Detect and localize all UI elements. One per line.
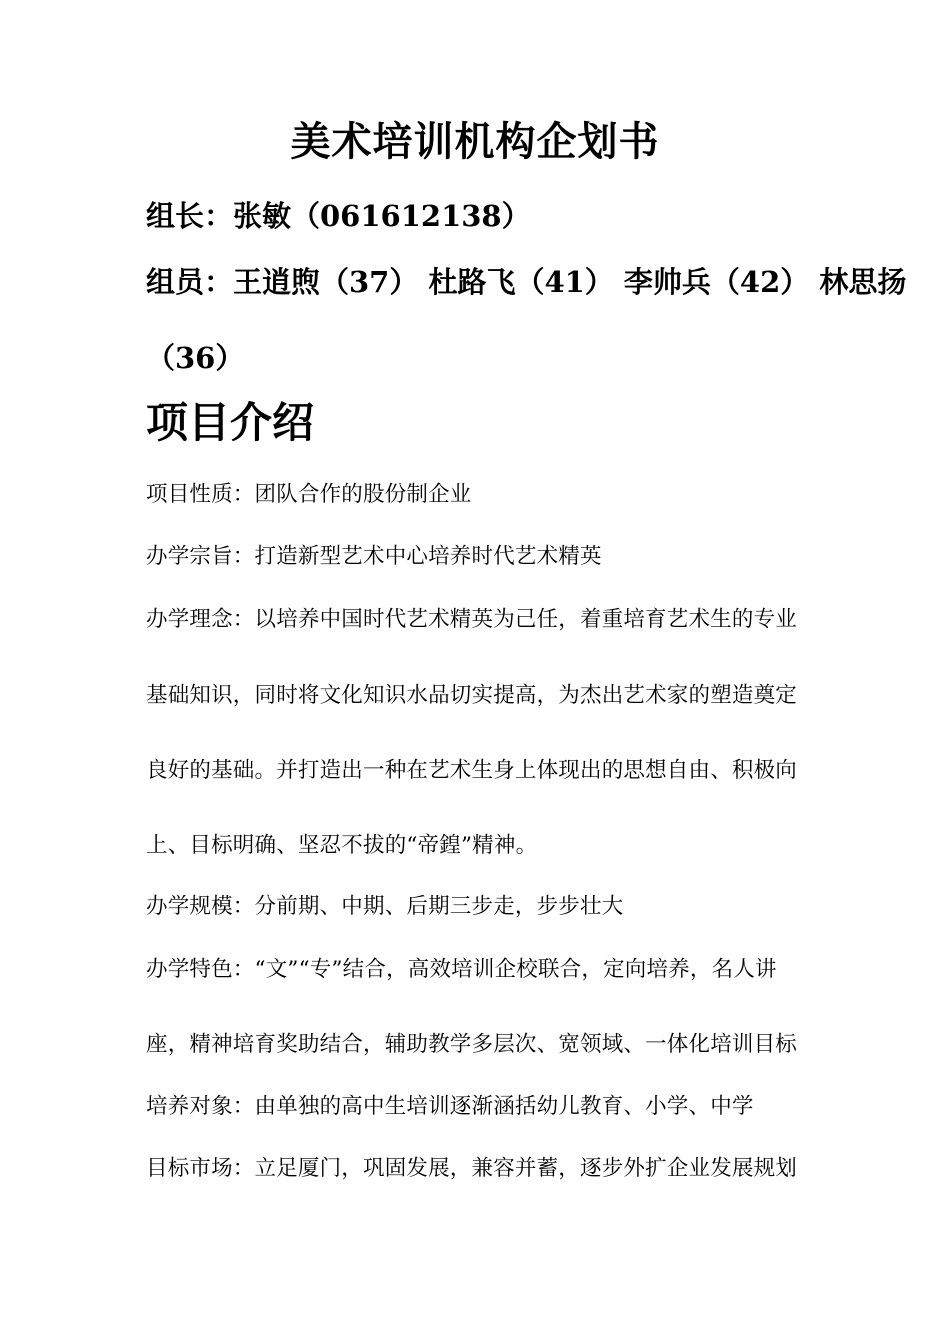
group-leader-line: 组长：张敏（061612138） bbox=[146, 199, 531, 233]
paragraph-school-scale: 办学规模：分前期、中期、后期三步走，步步壮大 bbox=[146, 894, 624, 919]
paragraph-school-philosophy-line-1: 办学理念：以培养中国时代艺术精英为己任，着重培育艺术生的专业 bbox=[146, 607, 798, 632]
paragraph-school-philosophy-line-3: 良好的基础。并打造出一种在艺术生身上体现出的思想自由、积极向 bbox=[146, 758, 798, 783]
paragraph-school-features-line-2: 座，精神培育奖助结合，辅助教学多层次、宽领域、一体化培训目标 bbox=[146, 1032, 798, 1057]
paragraph-target-market: 目标市场：立足厦门，巩固发展，兼容并蓄，逐步外扩企业发展规划 bbox=[146, 1156, 798, 1181]
paragraph-project-nature: 项目性质：团队合作的股份制企业 bbox=[146, 482, 472, 507]
paragraph-school-features-line-1: 办学特色：“文”“专”结合，高效培训企校联合，定向培养，名人讲 bbox=[146, 957, 777, 982]
group-members-line-1: 组员：王逍煦（37） 杜路飞（41） 李帅兵（42） 林思扬 bbox=[146, 265, 907, 299]
paragraph-school-philosophy-line-2: 基础知识，同时将文化知识水品切实提高，为杰出艺术家的塑造奠定 bbox=[146, 683, 798, 708]
paragraph-school-purpose: 办学宗旨：打造新型艺术中心培养时代艺术精英 bbox=[146, 544, 602, 569]
section-heading-project-intro: 项目介绍 bbox=[146, 398, 315, 447]
paragraph-school-philosophy-line-4: 上、目标明确、坚忍不拔的“帝鍠”精神。 bbox=[146, 833, 538, 858]
group-members-line-2: （36） bbox=[146, 341, 245, 375]
paragraph-training-targets: 培养对象：由单独的高中生培训逐渐涵括幼儿教育、小学、中学 bbox=[146, 1094, 754, 1119]
document-title: 美术培训机构企划书 bbox=[290, 118, 660, 165]
